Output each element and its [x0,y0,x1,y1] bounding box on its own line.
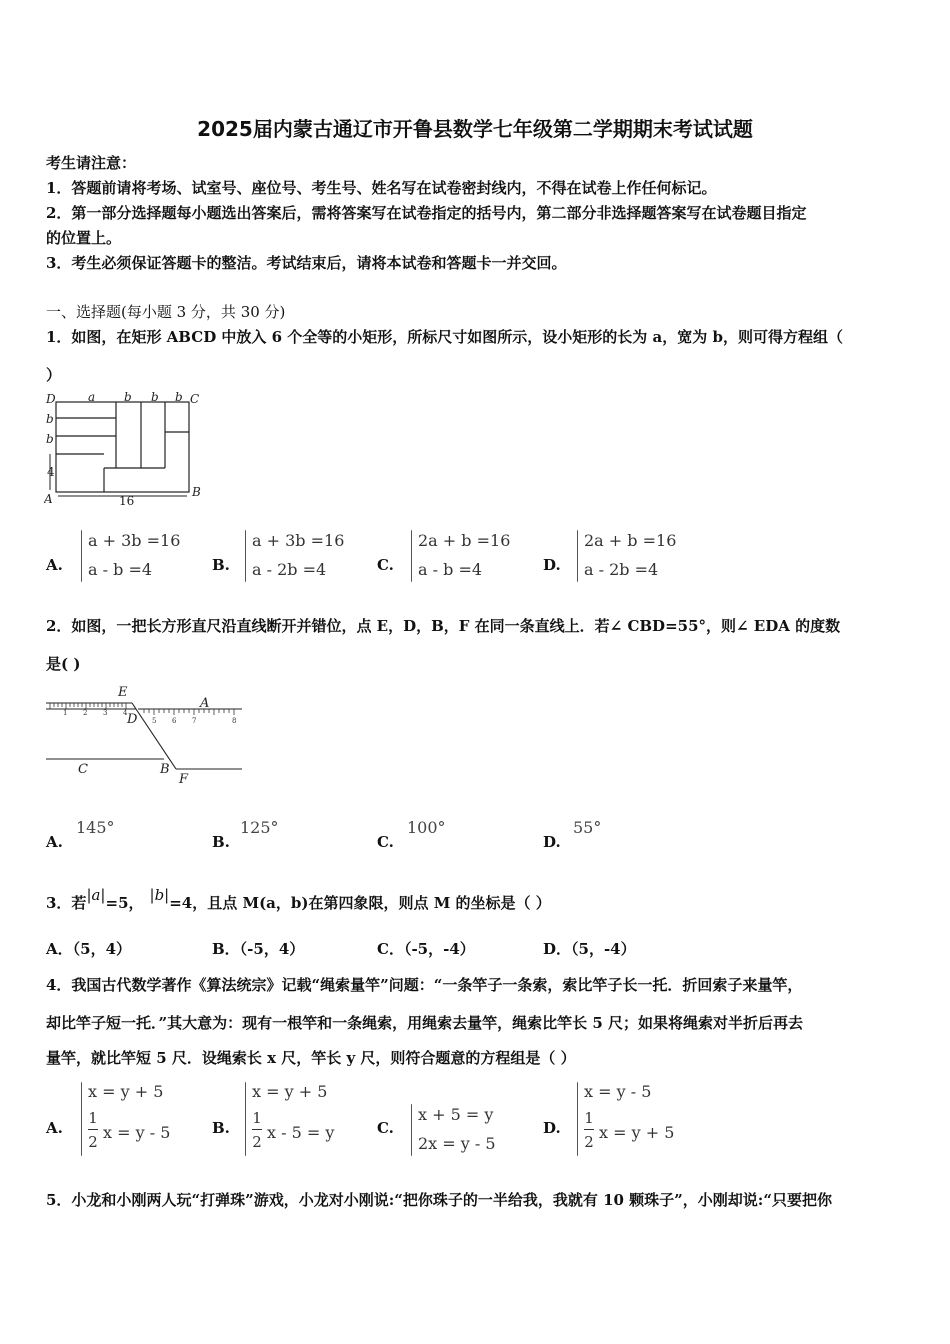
fig1-label-a: a [88,390,96,404]
notice-item: 的位置上。 [46,229,122,247]
brace-icon [81,530,82,582]
fig1-label-B: B [192,485,201,499]
fig1-label-b: b [151,390,159,404]
q3-option-a: A．（5，4） [46,940,132,958]
q4-option-c-eq2: 2x = y - 5 [418,1134,496,1153]
q2-option-d-value: 55° [573,818,602,837]
fig2-label-A: A [200,696,210,711]
fig1-label-4: 4 [47,465,55,479]
question-1-figure [44,390,209,510]
question-4-text: 4．我国古代数学著作《算法统宗》记载“绳索量竿”问题：“一条竿子一条索，索比竿子长一托．折回索子来量竿， [46,976,803,994]
q4-frac-den: 2 [252,1133,262,1151]
page-title: 2025届内蒙古通辽市开鲁县数学七年级第二学期期末考试试题 [197,117,753,141]
fig1-label-b: b [46,412,54,426]
q1-option-c-eq2: a - b =4 [418,560,483,579]
brace-icon [577,530,578,582]
fraction-bar [252,1129,262,1130]
question-5-text: 5．小龙和小刚两人玩“打弹珠”游戏，小龙对小刚说:“把你珠子的一半给我，我就有 10 颗珠子”，小刚却说:“只要把你 [46,1191,832,1209]
section-heading: 一、选择题(每小题 3 分，共 30 分) [46,303,286,321]
question-2-text: 2．如图，一把长方形直尺沿直线断开并错位，点 E，D，B，F 在同一条直线上．若∠ CBD=55°，则∠ EDA 的度数 [46,617,841,635]
question-2-text-end: 是( ) [46,655,81,673]
q2-option-c-label: C. [377,833,394,851]
q1-option-c-label: C. [377,556,394,574]
question-1-text-end: ） [46,366,62,384]
q3-option-d: D．（5，-4） [543,940,636,958]
question-2-figure [44,683,246,789]
notice-item: 1．答题前请将考场、试室号、座位号、考生号、姓名写在试卷密封线内，不得在试卷上作任何标记。 [46,179,717,197]
question-1-text: 1．如图，在矩形 ABCD 中放入 6 个全等的小矩形，所标尺寸如图所示，设小矩形的长为 a，宽为 b，则可得方程组（ [46,328,843,346]
q4-option-d-label: D. [543,1119,561,1137]
q4-frac-num: 1 [88,1109,98,1127]
q3-option-c: C．（-5，-4） [377,940,475,958]
q3-mid2: =4，且点 M(a，b)在第四象限，则点 M 的坐标是（ ） [169,894,551,912]
fig1-label-16: 16 [119,494,135,508]
ruler-tick-label: 8 [232,717,237,725]
q3-abs-a: |a| [86,886,106,904]
q2-option-c-value: 100° [407,818,446,837]
q4-option-d-eq2: x = y + 5 [599,1123,675,1142]
q2-option-b-label: B. [212,833,230,851]
fig1-label-b: b [175,390,183,404]
fig2-label-D: D [127,712,138,727]
fig2-label-C: C [78,762,88,777]
q1-option-d-eq2: a - 2b =4 [584,560,659,579]
fig1-label-D: D [46,392,56,406]
brace-icon [411,530,412,582]
q4-option-c-eq1: x + 5 = y [418,1105,494,1124]
ruler-tick-label: 1 [63,709,68,717]
q1-option-a-label: A. [46,556,63,574]
q1-option-b-label: B. [212,556,230,574]
fig1-label-b: b [124,390,132,404]
q3-abs-b: |b| [149,886,170,904]
fig1-label-C: C [190,392,200,406]
q3-pre: 3．若 [46,894,87,912]
q3-mid1: =5， [105,894,144,912]
ruler-tick-label: 2 [83,709,88,717]
q4-option-d-eq1: x = y - 5 [584,1082,652,1101]
q4-option-b-eq1: x = y + 5 [252,1082,328,1101]
ruler-tick-label: 7 [192,717,197,725]
q2-option-a-label: A. [46,833,63,851]
fig2-label-F: F [179,772,189,787]
ruler-tick-label: 4 [123,709,128,717]
q4-frac-num: 1 [584,1109,594,1127]
brace-icon [245,530,246,582]
q4-frac-den: 2 [88,1133,98,1151]
fig1-label-A: A [44,492,53,506]
question-4-text: 量竿，就比竿短 5 尺．设绳索长 x 尺，竿长 y 尺，则符合题意的方程组是（ ） [46,1049,576,1067]
q1-option-c-eq1: 2a + b =16 [418,531,511,550]
ruler-tick-label: 5 [152,717,157,725]
q4-option-b-eq2: x - 5 = y [267,1123,335,1142]
notice-item: 2．第一部分选择题每小题选出答案后，需将答案写在试卷指定的括号内，第二部分非选择题答案写在试卷题目指定 [46,204,807,222]
question-3-text [46,886,906,913]
q4-frac-num: 1 [252,1109,262,1127]
q2-option-b-value: 125° [240,818,279,837]
fig2-label-E: E [118,685,128,700]
q3-option-b: B．（-5，4） [212,940,305,958]
fig2-label-B: B [160,762,170,777]
brace-icon [245,1082,246,1156]
q4-option-c-label: C. [377,1119,394,1137]
q1-option-d-label: D. [543,556,561,574]
q1-option-d-eq1: 2a + b =16 [584,531,677,550]
notice-item: 3．考生必须保证答题卡的整洁。考试结束后，请将本试卷和答题卡一并交回。 [46,254,567,272]
brace-icon [577,1082,578,1156]
fraction-bar [88,1129,98,1130]
q4-option-b-label: B. [212,1119,230,1137]
q1-option-b-eq1: a + 3b =16 [252,531,345,550]
q4-frac-den: 2 [584,1133,594,1151]
q2-option-a-value: 145° [76,818,115,837]
notice-heading: 考生请注意： [46,154,137,172]
q4-option-a-eq2: x = y - 5 [103,1123,171,1142]
question-4-text: 却比竿子短一托．”其大意为：现有一根竿和一条绳索，用绳索去量竿，绳索比竿长 5 尺；如果将绳索对半折后再去 [46,1014,804,1032]
q1-option-a-eq1: a + 3b =16 [88,531,181,550]
brace-icon [411,1104,412,1156]
q4-option-a-label: A. [46,1119,63,1137]
fraction-bar [584,1129,594,1130]
q1-option-a-eq2: a - b =4 [88,560,153,579]
q4-option-a-eq1: x = y + 5 [88,1082,164,1101]
ruler-tick-label: 3 [103,709,108,717]
q2-option-d-label: D. [543,833,561,851]
q1-option-b-eq2: a - 2b =4 [252,560,327,579]
ruler-tick-label: 6 [172,717,177,725]
fig1-label-b: b [46,432,54,446]
brace-icon [81,1082,82,1156]
